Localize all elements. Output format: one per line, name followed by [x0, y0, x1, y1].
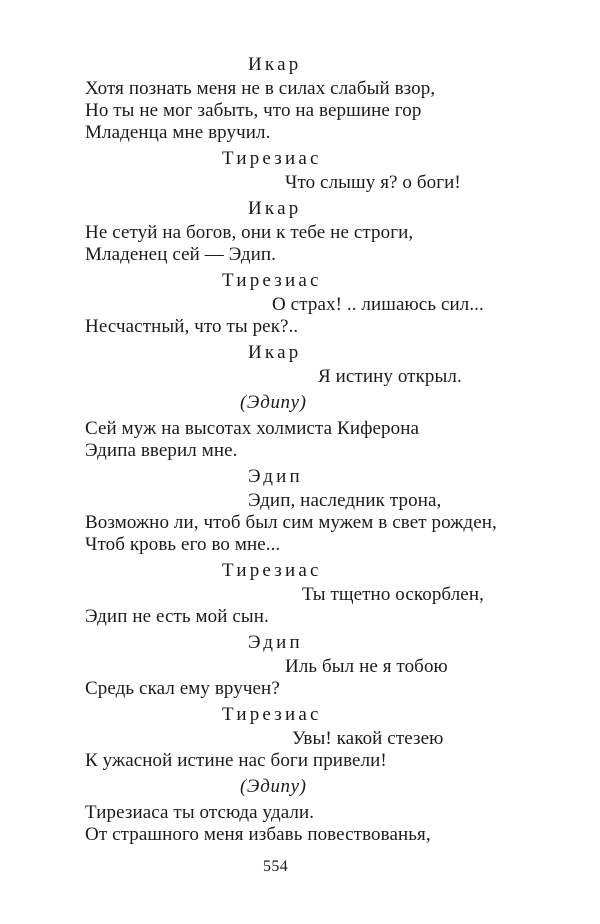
speaker-name: Тирезиас	[222, 560, 322, 581]
verse-line: Но ты не мог забыть, что на вершине гор	[85, 100, 422, 121]
verse-line: Я истину открыл.	[318, 366, 462, 387]
speaker-name: Эдип	[248, 632, 303, 653]
verse-line: Несчастный, что ты рек?..	[85, 316, 299, 337]
verse-line: Тирезиаса ты отсюда удали.	[85, 802, 315, 823]
verse-line: К ужасной истине нас боги привели!	[85, 750, 387, 771]
speaker-name: Эдип	[248, 466, 303, 487]
verse-line: Младенец сей — Эдип.	[85, 244, 277, 265]
speaker-name: Тирезиас	[222, 270, 322, 291]
verse-line: Возможно ли, чтоб был сим мужем в свет рожден,	[85, 512, 497, 533]
verse-line: Сей муж на высотах холмиста Киферона	[85, 418, 420, 439]
verse-line: О страх! .. лишаюсь сил...	[272, 294, 484, 315]
speaker-name: Икар	[248, 198, 302, 219]
verse-line: Увы! какой стезею	[292, 728, 444, 749]
speaker-name: Икар	[248, 342, 302, 363]
verse-line: Эдип, наследник трона,	[248, 490, 442, 511]
speaker-name: Тирезиас	[222, 704, 322, 725]
verse-line: Эдип не есть мой сын.	[85, 606, 269, 627]
verse-line: Иль был не я тобою	[285, 656, 448, 677]
stage-direction: (Эдипу)	[240, 776, 307, 797]
verse-line: Средь скал ему вручен?	[85, 678, 280, 699]
verse-line: Хотя познать меня не в силах слабый взор,	[85, 78, 436, 99]
page-number: 554	[263, 858, 289, 875]
verse-line: Младенца мне вручил.	[85, 122, 271, 143]
verse-line: От страшного меня избавь повествованья,	[85, 824, 431, 845]
verse-line: Чтоб кровь его во мне...	[85, 534, 281, 555]
verse-line: Не сетуй на богов, они к тебе не строги,	[85, 222, 414, 243]
speaker-name: Икар	[248, 54, 302, 75]
verse-line: Эдипа вверил мне.	[85, 440, 238, 461]
verse-line: Ты тщетно оскорблен,	[302, 584, 484, 605]
speaker-name: Тирезиас	[222, 148, 322, 169]
stage-direction: (Эдипу)	[240, 392, 307, 413]
verse-line: Что слышу я? о боги!	[285, 172, 461, 193]
